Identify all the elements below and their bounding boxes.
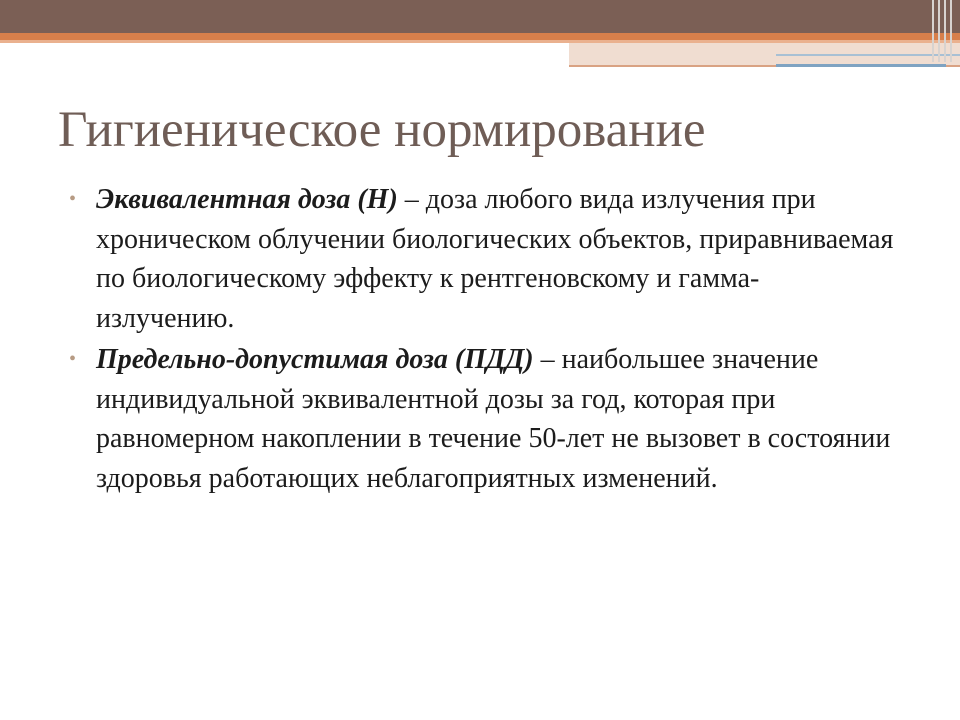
bullet-text: – доза любого вида излучения при хроническом облучении биологических объектов, приравниваемая по биологическому эффекту к рентгеновскому и гамма-излучению. (96, 184, 894, 334)
bullet-item (66, 180, 896, 338)
bullet-icon: • (69, 348, 77, 370)
corner-stripes (928, 0, 960, 62)
bullet-term: Эквивалентная доза (Н) (96, 184, 398, 215)
top-band-blue-line (776, 64, 946, 67)
top-band (0, 0, 960, 33)
bullet-list (66, 180, 896, 500)
bullet-item (66, 340, 896, 498)
bullet-term: Предельно-допустимая доза (ПДД) (96, 344, 534, 375)
top-band-accent (0, 33, 960, 40)
slide-title: Гигиеническое нормирование (58, 102, 706, 158)
bullet-text: – наибольшее значение индивидуальной эквивалентной дозы за год, которая при равномерном накоплении в течение 50-лет не вызовет в состоянии здоровья работающих неблагоприятных изменений. (96, 344, 891, 494)
bullet-icon: • (69, 188, 77, 210)
